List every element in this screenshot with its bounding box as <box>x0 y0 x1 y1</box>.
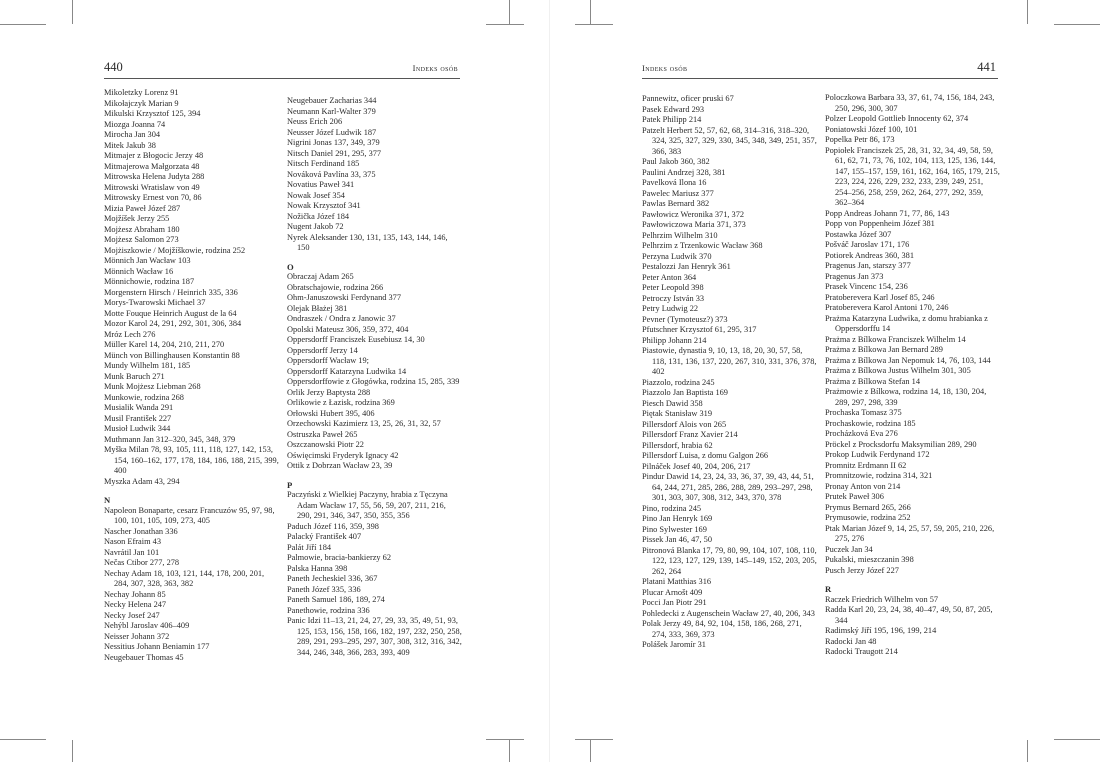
index-entry: Radocki Jan 48 <box>825 636 877 646</box>
index-entry: Prażmowie z Bílkowa, rodzina 14, 18, 130, 204, 289, 297, 298, 339 <box>825 387 987 407</box>
crop-mark <box>1054 739 1100 740</box>
index-entry: Miozga Joanna 74 <box>104 119 166 129</box>
index-entry: Poloczkowa Barbara 33, 37, 61, 74, 156, 184, 243, 250, 296, 300, 307 <box>825 93 995 113</box>
index-entry: Ondraszek / Ondra z Janowic 37 <box>287 314 396 323</box>
index-entry: Obraczaj Adam 265 <box>287 272 354 281</box>
index-entry: Potiorek Andreas 360, 381 <box>825 250 914 260</box>
index-entry: Neusser Józef Ludwik 187 <box>287 127 377 137</box>
index-letter-heading: R <box>825 584 832 594</box>
index-entry: Piazzolo, rodzina 245 <box>642 377 715 387</box>
index-entry: Nyrek Aleksander 130, 131, 135, 143, 144, 146, 150 <box>287 232 448 252</box>
right-page <box>642 60 1000 656</box>
page-header <box>104 60 460 78</box>
index-entry: Nowak Krzysztof 341 <box>287 201 361 210</box>
index-entry: Pillersdorf Luisa, z domu Galgon 266 <box>642 451 769 460</box>
index-entry: Piastowie, dynastia 9, 10, 13, 18, 20, 30, 57, 58, 118, 131, 136, 137, 220, 267, 310, 331, 376, 378, 402 <box>642 346 817 376</box>
index-entry: Radda Karl 20, 23, 24, 38, 40–47, 49, 50, 87, 205, 344 <box>825 605 993 625</box>
index-entry: Philipp Johann 214 <box>642 335 707 345</box>
index-entry: Pino Sylwester 169 <box>642 524 707 534</box>
index-entry: Opolski Mateusz 306, 359, 372, 404 <box>287 324 409 334</box>
index-entry: Pilnáček Josef 40, 204, 206, 217 <box>642 461 751 471</box>
index-entry: Mönnich Jan Wacław 103 <box>104 256 191 265</box>
index-entry: Pocci Jan Piotr 291 <box>642 598 707 607</box>
index-entry: Nason Efraim 43 <box>104 537 162 546</box>
index-entry: Pawlas Bernard 382 <box>642 199 710 208</box>
index-entry: Pissek Jan 46, 47, 50 <box>642 535 712 544</box>
index-entry: Neugebauer Zacharias 344 <box>287 96 377 105</box>
index-entry: Poniatowski Józef 100, 101 <box>825 124 918 134</box>
index-entry: Orlikowie z Łazisk, rodzina 369 <box>287 398 395 407</box>
index-entry: Paneth Samuel 186, 189, 274 <box>287 595 385 604</box>
page-header <box>642 60 998 78</box>
index-entry: Puczek Jan 34 <box>825 544 873 554</box>
index-entry: Necky Josef 247 <box>104 610 160 620</box>
index-entry: Mozor Karol 24, 291, 292, 301, 306, 384 <box>104 319 242 328</box>
index-entry: Pillersdorf Franz Xavier 214 <box>642 430 738 439</box>
index-entry: Nechay Johann 85 <box>104 589 166 599</box>
index-entry: Piętak Stanisław 319 <box>642 409 712 418</box>
index-entry: Pawelec Mariusz 377 <box>642 188 714 198</box>
index-entry: Pragenus Jan 373 <box>825 271 884 281</box>
index-entry: Ottik z Dobrzan Wacław 23, 39 <box>287 461 393 470</box>
index-entry: Mojżesz Salomon 273 <box>104 235 179 244</box>
index-entry: Oppersdorff Franciszek Eusebiusz 14, 30 <box>287 335 425 344</box>
index-entry: Neisser Johann 372 <box>104 631 170 641</box>
index-entry: Paul Jakob 360, 382 <box>642 157 710 166</box>
index-letter-heading: P <box>287 479 293 490</box>
index-entry: Popp von Poppenheim Józef 381 <box>825 219 935 228</box>
header-rule <box>104 78 460 79</box>
index-entry: Patzelt Herbert 52, 57, 62, 68, 314–316, 318–320, 324, 325, 327, 329, 330, 345, 348, 349, 251, 357, 366, 383 <box>642 125 817 156</box>
index-entry: Mitrowski Wratislaw von 49 <box>104 182 200 192</box>
index-entry: Plucar Arnošt 409 <box>642 587 703 597</box>
index-entry: Mojžíšek Jerzy 255 <box>104 214 170 223</box>
index-entry: Pratoberevera Karl Josef 85, 246 <box>825 292 935 302</box>
index-entry: Prymusowie, rodzina 252 <box>825 513 911 522</box>
running-head: Indeks osób <box>412 63 458 73</box>
index-entry: Muthmann Jan 312–320, 345, 348, 379 <box>104 434 236 444</box>
index-entry: Paneth Józef 335, 336 <box>287 584 361 594</box>
index-entry: Nugent Jakob 72 <box>287 222 344 231</box>
index-entry: Polzer Leopold Gottlieb Innocenty 62, 374 <box>825 114 969 123</box>
index-entry: Pelhrzim Wilhelm 310 <box>642 230 718 240</box>
crop-mark <box>0 739 46 740</box>
index-entry: Paneth Jecheskiel 336, 367 <box>287 574 378 583</box>
index-entry: Oppersdorff Wacław 19; <box>287 356 369 365</box>
crop-mark <box>1027 740 1028 762</box>
index-entry: Radocki Traugott 214 <box>825 647 898 656</box>
index-entry: Prażma z Bílkowa Justus Wilhelm 301, 305 <box>825 366 971 375</box>
index-entry: Nechay Adam 18, 103, 121, 144, 178, 200, 201, 284, 307, 328, 363, 382 <box>104 568 265 588</box>
index-entry: Nigrini Jonas 137, 349, 379 <box>287 138 380 147</box>
index-entry: Mönnich Wacław 16 <box>104 266 174 276</box>
index-entry: Platani Matthias 316 <box>642 577 712 586</box>
crop-mark <box>590 0 591 24</box>
index-entry: Nessitius Johann Beniamin 177 <box>104 642 210 651</box>
index-entry: Pohledecki z Augenschein Wacław 27, 40, 206, 343 <box>642 608 815 618</box>
index-entry: Pfutschner Krzysztof 61, 295, 317 <box>642 325 757 334</box>
index-entry: Pusch Jerzy Józef 227 <box>825 565 899 575</box>
index-entry: Motte Fouque Heinrich August de la 64 <box>104 308 237 318</box>
index-entry: Panic Idzi 11–13, 21, 24, 27, 29, 33, 35, 49, 51, 93, 125, 153, 156, 158, 166, 182, 197, 232, 250, 258, 289, 291, 293–295, 297, 307, 308, 312, 316, 342, 344, 246, 348, 366, 283, 393, 409 <box>287 616 462 657</box>
crop-mark <box>1027 0 1028 24</box>
index-entry: Palska Hanna 398 <box>287 563 348 573</box>
index-entry: Pevner (Tymoteusz?) 373 <box>642 314 728 324</box>
index-entry: Pindur Dawid 14, 23, 24, 33, 36, 37, 39, 43, 44, 51, 64, 244, 271, 285, 286, 288, 289, 293–297, 298, 301, 303, 307, 308, 312, 343, 370, 378 <box>642 472 814 502</box>
index-entry: Musil František 227 <box>104 413 172 423</box>
index-entry: Munkowie, rodzina 268 <box>104 392 184 402</box>
index-entry: Munk Baruch 271 <box>104 371 165 381</box>
index-entry: Oświęcimski Fryderyk Ignacy 42 <box>287 450 399 460</box>
index-entry: Prutek Paweł 306 <box>825 492 884 501</box>
index-entry: Mróz Lech 276 <box>104 329 156 339</box>
index-entry: Pavelková Ilona 16 <box>642 178 707 187</box>
index-entry: Myszka Adam 43, 294 <box>104 476 180 486</box>
crop-mark <box>575 24 613 25</box>
crop-mark <box>0 24 46 25</box>
crop-mark <box>72 740 73 762</box>
index-entry: Nitsch Ferdinand 185 <box>287 159 360 168</box>
index-column-left <box>104 88 279 663</box>
crop-mark <box>72 0 73 24</box>
index-entry: Navrátil Jan 101 <box>104 547 160 557</box>
page-number: 440 <box>104 60 123 74</box>
index-entry: Promnitzowie, rodzina 314, 321 <box>825 471 933 480</box>
index-entry: Paczyński z Wielkiej Paczyny, hrabia z Tęczyna Adam Wacław 17, 55, 56, 59, 207, 211, 216, 290, 291, 346, 347, 350, 355, 356 <box>287 490 448 520</box>
index-entry: Nascher Jonathan 336 <box>104 526 178 536</box>
index-entry: Ostruszka Paweł 265 <box>287 429 358 439</box>
index-entry: Oszczanowski Piotr 22 <box>287 440 364 449</box>
index-entry: Pitronová Blanka 17, 79, 80, 99, 104, 107, 108, 110, 122, 123, 127, 129, 139, 145–149, 152, 203, 205, 262, 264 <box>642 545 817 576</box>
index-entry: Prażma z Bílkowa Jan Nepomuk 14, 76, 103, 144 <box>825 355 991 365</box>
index-entry: Mitrowsky Ernest von 70, 86 <box>104 193 202 202</box>
index-entry: Nečas Ctibor 277, 278 <box>104 558 180 567</box>
index-entry: Olejak Błażej 381 <box>287 303 348 313</box>
index-entry: Pratoberevera Karol Antoni 170, 246 <box>825 303 949 312</box>
index-entry: Palmowie, bracia-bankierzy 62 <box>287 553 392 562</box>
index-entry: Pronay Anton von 214 <box>825 481 901 491</box>
index-entry: Mirocha Jan 304 <box>104 130 161 139</box>
index-entry: Neugebauer Thomas 45 <box>104 652 184 662</box>
index-entry: Pasek Edward 293 <box>642 104 705 114</box>
index-entry: Procházková Eva 276 <box>825 429 898 438</box>
index-letter-heading: N <box>104 495 111 505</box>
index-entry: Orzechowski Kazimierz 13, 25, 26, 31, 32, 57 <box>287 419 441 428</box>
index-entry: Mönnichowie, rodzina 187 <box>104 277 195 286</box>
index-entry: Münch von Billinghausen Konstantin 88 <box>104 350 240 360</box>
index-column-left <box>642 94 817 651</box>
running-head: Indeks osób <box>642 63 688 73</box>
index-entry: Palacký František 407 <box>287 532 362 541</box>
index-entry: Nováková Pavlína 33, 375 <box>287 169 376 179</box>
index-entry: Mitmajer z Błogocic Jerzy 48 <box>104 151 204 160</box>
index-entry: Nehýbl Jaroslav 406–409 <box>104 621 190 630</box>
index-entry: Peter Anton 364 <box>642 272 697 282</box>
index-entry: Petry Ludwig 22 <box>642 304 699 313</box>
index-entry: Perzyna Ludwik 370 <box>642 251 712 261</box>
index-entry: Prażma Katarzyna Ludwika, z domu hrabianka z Oppersdorffu 14 <box>825 313 988 333</box>
index-entry: Mundy Wilhelm 181, 185 <box>104 361 191 370</box>
index-entry: Pawłowicz Weronika 371, 372 <box>642 209 745 219</box>
index-entry: Petroczy István 33 <box>642 293 705 303</box>
crop-mark <box>486 739 524 740</box>
index-entry: Pukalski, mieszczanin 398 <box>825 555 914 564</box>
index-entry: Prażma z Bílkowa Franciszek Wilhelm 14 <box>825 334 966 344</box>
header-rule <box>642 78 998 79</box>
index-entry: Napoleon Bonaparte, cesarz Francuzów 95, 97, 98, 100, 101, 105, 109, 273, 405 <box>104 505 275 525</box>
index-entry: Ptak Marian Józef 9, 14, 25, 57, 59, 205, 210, 226, 275, 276 <box>825 523 995 543</box>
index-entry: Prochaskowie, rodzina 185 <box>825 418 916 428</box>
index-entry: Mitek Jakub 38 <box>104 140 156 150</box>
index-entry: Pošváč Jaroslav 171, 176 <box>825 240 910 249</box>
index-entry: Oppersdorffowie z Głogówka, rodzina 15, 285, 339 <box>287 377 460 386</box>
index-entry: Popp Andreas Johann 71, 77, 86, 143 <box>825 208 950 218</box>
index-entry: Pino, rodzina 245 <box>642 503 702 513</box>
index-entry: Peter Leopold 398 <box>642 283 704 292</box>
index-entry: Piazzolo Jan Baptista 169 <box>642 388 728 397</box>
index-entry: Müller Karel 14, 204, 210, 211, 270 <box>104 340 225 349</box>
index-entry: Patek Philipp 214 <box>642 115 702 124</box>
index-entry: Raczek Friedrich Wilhelm von 57 <box>825 594 939 604</box>
index-entry: Polak Jerzy 49, 84, 92, 104, 158, 186, 268, 271, 274, 333, 369, 373 <box>642 619 802 639</box>
index-entry: Pestalozzi Jan Henryk 361 <box>642 262 731 271</box>
index-entry: Neuss Erich 206 <box>287 117 343 126</box>
index-entry: Prymus Bernard 265, 266 <box>825 502 911 512</box>
index-entry: Radimský Jiří 195, 196, 199, 214 <box>825 626 937 635</box>
index-entry: Mitrowska Helena Judyta 288 <box>104 172 205 181</box>
index-entry: Mizia Paweł Józef 287 <box>104 203 181 213</box>
crop-mark <box>1054 24 1100 25</box>
index-entry: Necky Helena 247 <box>104 600 167 609</box>
index-entry: Pannewitz, oficer pruski 67 <box>642 94 734 103</box>
index-entry: Novatius Paweł 341 <box>287 180 355 189</box>
spread-gutter <box>549 0 550 762</box>
index-entry: Morgenstern Hirsch / Heinrich 335, 336 <box>104 287 238 297</box>
index-entry: Mitmajerowa Małgorzata 48 <box>104 161 200 171</box>
left-page <box>104 60 462 662</box>
index-entry: Popelka Petr 86, 173 <box>825 135 895 144</box>
index-entry: Myška Milan 78, 93, 105, 111, 118, 127, 142, 153, 154, 160–162, 177, 178, 184, 186, 188, 215, 399, 400 <box>104 445 279 475</box>
index-column-right <box>825 93 1000 658</box>
index-entry: Pillersdorf Alois von 265 <box>642 419 727 429</box>
index-letter-heading: O <box>287 261 294 272</box>
index-entry: Munk Mojżesz Liebman 268 <box>104 382 201 391</box>
index-column-right <box>287 96 462 658</box>
index-entry: Musialik Wanda 291 <box>104 403 174 412</box>
index-entry: Prasek Vincenc 154, 236 <box>825 282 908 291</box>
index-entry: Pragenus Jan, starszy 377 <box>825 261 911 270</box>
index-entry: Paulini Andrzej 328, 381 <box>642 167 726 177</box>
index-entry: Panethowie, rodzina 336 <box>287 605 370 615</box>
index-entry: Polášek Jaromír 31 <box>642 640 706 649</box>
index-entry: Prażma z Bílkowa Jan Bernard 289 <box>825 345 943 354</box>
index-entry: Pröckel z Procksdorfu Maksymilian 289, 290 <box>825 439 977 449</box>
index-entry: Pillersdorf, hrabia 62 <box>642 440 713 450</box>
index-entry: Prażma z Bílkowa Stefan 14 <box>825 376 920 386</box>
index-entry: Obratschajowie, rodzina 266 <box>287 282 384 292</box>
index-entry: Mikulski Krzysztof 125, 394 <box>104 109 201 118</box>
crop-mark <box>486 24 524 25</box>
page-number: 441 <box>977 60 996 74</box>
index-entry: Mojżesz Abraham 180 <box>104 224 180 234</box>
index-entry: Paduch Józef 116, 359, 398 <box>287 521 379 531</box>
crop-mark <box>509 740 510 762</box>
index-entry: Morys-Twarowski Michael 37 <box>104 298 206 307</box>
index-entry: Popiołek Franciszek 25, 28, 31, 32, 34, 49, 58, 59, 61, 62, 71, 73, 76, 102, 104, 113, 125, 136, 144, 147, 155–157, 159, 161, 162, 164, 165, 179, 215, 223, 224, 226, 229, 232, 233, 239, 249, 251, 254–256, 258, 259, 262, 264, 277, 292, 359, 362–364 <box>825 145 1000 207</box>
index-entry: Pelhrzim z Trzenkowic Wacław 368 <box>642 241 763 250</box>
index-entry: Oppersdorff Katarzyna Ludwika 14 <box>287 366 407 376</box>
index-entry: Postawka Józef 307 <box>825 229 892 239</box>
index-entry: Neumann Karl-Walter 379 <box>287 106 376 116</box>
index-entry: Musioł Ludwik 344 <box>104 424 171 433</box>
index-entry: Pino Jan Henryk 169 <box>642 514 713 523</box>
index-entry: Prokop Ludwik Ferdynand 172 <box>825 450 930 459</box>
index-entry: Nitsch Daniel 291, 295, 377 <box>287 148 382 158</box>
index-entry: Pawłowiczowa Maria 371, 373 <box>642 220 746 229</box>
crop-mark <box>590 740 591 762</box>
index-entry: Oppersdorff Jerzy 14 <box>287 345 358 355</box>
index-entry: Mikołajczyk Marian 9 <box>104 98 179 108</box>
index-entry: Palát Jiří 184 <box>287 542 332 552</box>
crop-mark <box>509 0 510 24</box>
index-entry: Mikoletzky Lorenz 91 <box>104 88 179 97</box>
index-entry: Piesch Dawid 358 <box>642 398 703 408</box>
index-entry: Orlik Jerzy Baptysta 288 <box>287 387 371 397</box>
index-entry: Prochaska Tomasz 375 <box>825 408 902 417</box>
index-entry: Nožička Józef 184 <box>287 211 350 221</box>
crop-mark <box>575 739 613 740</box>
index-entry: Promnitz Erdmann II 62 <box>825 460 907 470</box>
index-entry: Ohm-Januszowski Ferdynand 377 <box>287 293 402 302</box>
index-entry: Orłowski Hubert 395, 406 <box>287 408 375 418</box>
index-entry: Nowak Josef 354 <box>287 190 345 200</box>
index-entry: Mojżiszkowie / Mojžíškowie, rodzina 252 <box>104 245 246 255</box>
